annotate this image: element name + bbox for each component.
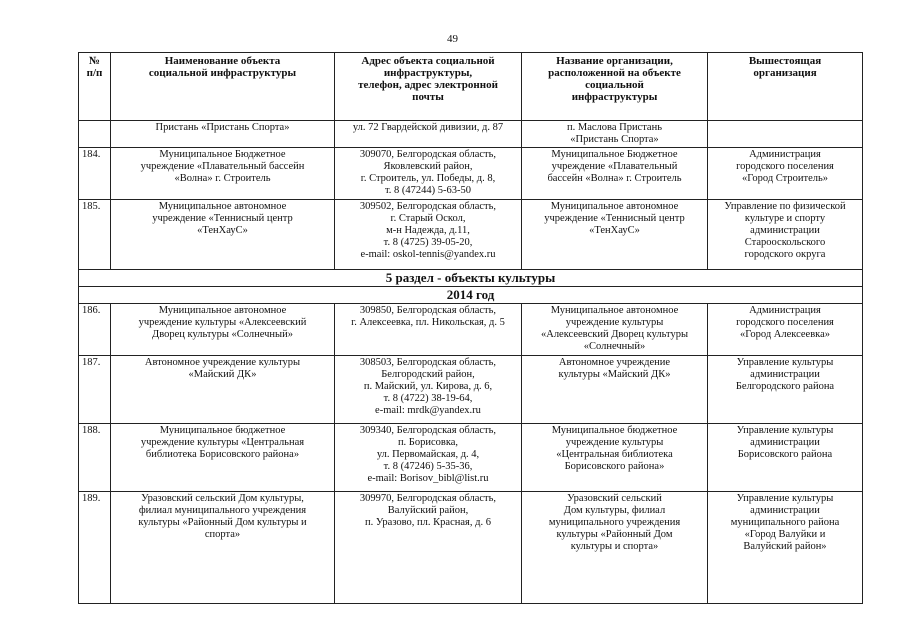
row-name: Пристань «Пристань Спорта»	[111, 121, 335, 148]
row-address: 309970, Белгородская область, Валуйский район, п. Уразово, пл. Красная, д. 6	[335, 492, 522, 604]
row-parent: Администрация городского поселения «Город Строитель»	[708, 148, 863, 200]
row-address: 308503, Белгородская область, Белгородский район, п. Майский, ул. Кирова, д. 6, т. 8 (4722) 38-19-64, e-mail: mrdk@yandex.ru	[335, 356, 522, 424]
row-address: 309070, Белгородская область, Яковлевский район, г. Строитель, ул. Победы, д. 8, т. 8 (47244) 5-63-50	[335, 148, 522, 200]
row-name: Уразовский сельский Дом культуры, филиал муниципального учреждения культуры «Районный Дом культуры и спорта»	[111, 492, 335, 604]
row-org: Муниципальное Бюджетное учреждение «Плавательный бассейн «Волна» г. Строитель	[522, 148, 708, 200]
header-parent: Вышестоящая организация	[708, 53, 863, 121]
row-num: 184.	[79, 148, 111, 200]
row-name: Муниципальное автономное учреждение культуры «Алексеевский Дворец культуры «Солнечный»	[111, 304, 335, 356]
row-org: п. Маслова Пристань «Пристань Спорта»	[522, 121, 708, 148]
row-address: 309850, Белгородская область, г. Алексеевка, пл. Никольская, д. 5	[335, 304, 522, 356]
row-name: Муниципальное Бюджетное учреждение «Плавательный бассейн «Волна» г. Строитель	[111, 148, 335, 200]
table-row	[79, 304, 863, 356]
row-org: Муниципальное автономное учреждение «Теннисный центр «ТенХауС»	[522, 200, 708, 270]
row-parent: Управление по физической культуре и спорту администрации Старооскольского городского округа	[708, 200, 863, 270]
row-name: Автономное учреждение культуры «Майский ДК»	[111, 356, 335, 424]
header-name: Наименование объекта социальной инфраструктуры	[111, 53, 335, 121]
row-name: Муниципальное автономное учреждение «Теннисный центр «ТенХауС»	[111, 200, 335, 270]
row-org: Муниципальное автономное учреждение культуры «Алексеевский Дворец культуры «Солнечный»	[522, 304, 708, 356]
row-num: 189.	[79, 492, 111, 604]
year-row	[79, 287, 863, 304]
page-number: 49	[447, 33, 458, 45]
table-row	[79, 356, 863, 424]
row-num: 188.	[79, 424, 111, 492]
row-parent: Управление культуры администрации Борисовского района	[708, 424, 863, 492]
table-row	[79, 424, 863, 492]
row-org: Муниципальное бюджетное учреждение культуры «Центральная библиотека Борисовского района»	[522, 424, 708, 492]
row-org: Автономное учреждение культуры «Майский ДК»	[522, 356, 708, 424]
year-title: 2014 год	[79, 287, 863, 304]
row-num: 187.	[79, 356, 111, 424]
social-infrastructure-table	[78, 52, 863, 604]
header-org: Название организации, расположенной на объекте социальной инфраструктуры	[522, 53, 708, 121]
row-parent: Администрация городского поселения «Город Алексеевка»	[708, 304, 863, 356]
row-num: 186.	[79, 304, 111, 356]
row-num: 185.	[79, 200, 111, 270]
header-num: № п/п	[79, 53, 111, 121]
table-header-row	[79, 53, 863, 121]
row-address: ул. 72 Гвардейской дивизии, д. 87	[335, 121, 522, 148]
row-address: 309502, Белгородская область, г. Старый Оскол, м-н Надежда, д.11, т. 8 (4725) 39-05-20, e-mail: oskol-tennis@yandex.ru	[335, 200, 522, 270]
table-row	[79, 148, 863, 200]
section-row	[79, 270, 863, 287]
row-name: Муниципальное бюджетное учреждение культуры «Центральная библиотека Борисовского района»	[111, 424, 335, 492]
row-address: 309340, Белгородская область, п. Борисовка, ул. Первомайская, д. 4, т. 8 (47246) 5-35-36, e-mail: Borisov_bibl@list.ru	[335, 424, 522, 492]
row-parent: Управление культуры администрации муниципального района «Город Валуйки и Валуйский район»	[708, 492, 863, 604]
table-row	[79, 200, 863, 270]
section-title: 5 раздел - объекты культуры	[79, 270, 863, 287]
table-row	[79, 121, 863, 148]
row-parent	[708, 121, 863, 148]
row-parent: Управление культуры администрации Белгородского района	[708, 356, 863, 424]
row-num	[79, 121, 111, 148]
row-org: Уразовский сельский Дом культуры, филиал муниципального учреждения культуры «Районный Дом культуры и спорта»	[522, 492, 708, 604]
header-address: Адрес объекта социальной инфраструктуры, телефон, адрес электронной почты	[335, 53, 522, 121]
table-row	[79, 492, 863, 604]
